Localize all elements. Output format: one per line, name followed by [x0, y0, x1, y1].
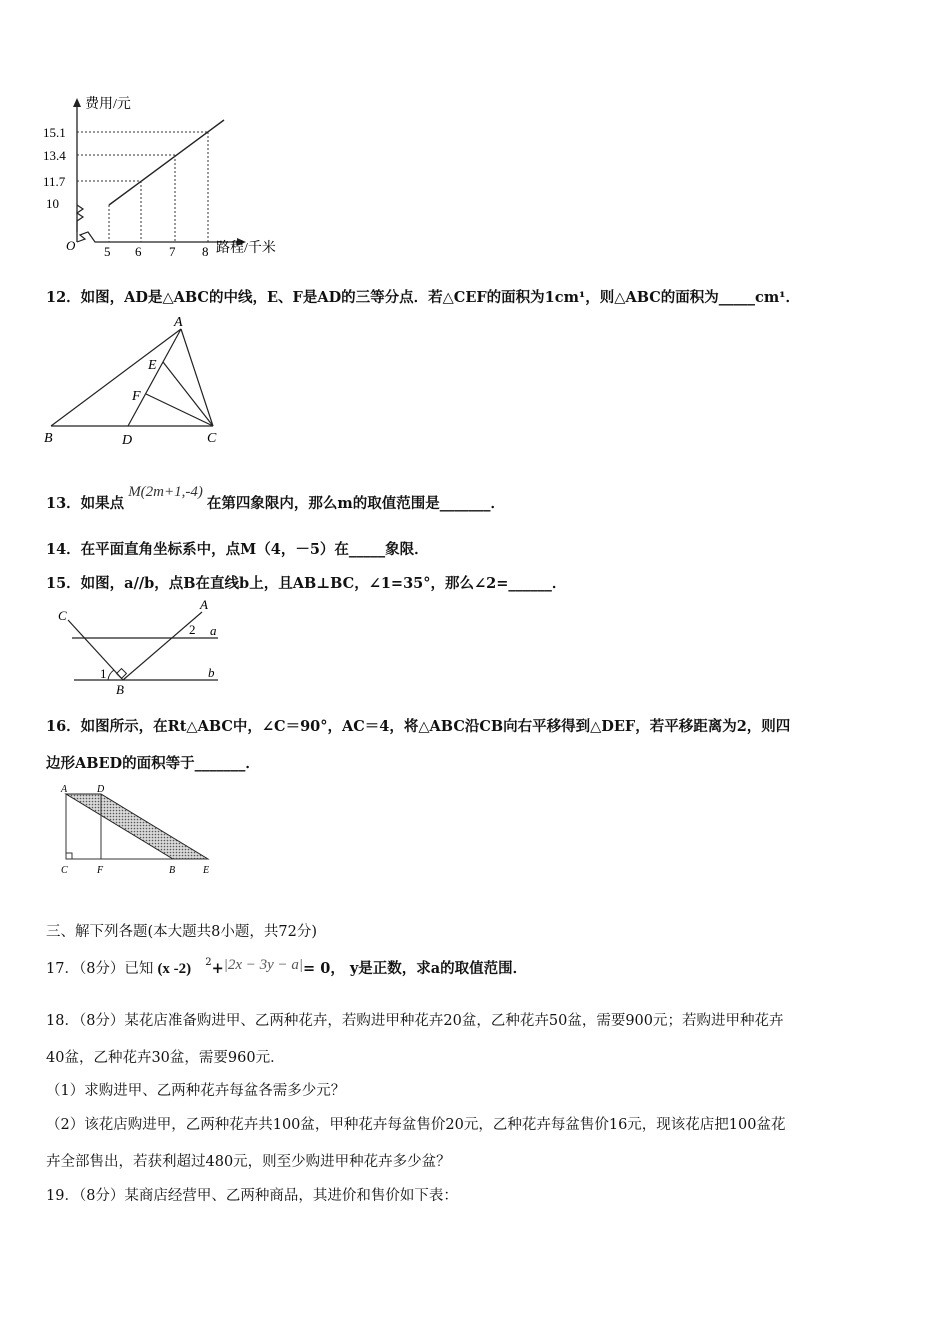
label-C: C [61, 865, 68, 876]
question-16-line2: 边形ABED的面积等于_______． [46, 755, 260, 772]
label-line-a: a [210, 623, 217, 638]
q17-prefix: 17．（8分）已知 [46, 961, 154, 977]
graph-y-tick: 10 [46, 196, 59, 211]
q17-plus: + [211, 960, 224, 977]
question-19: 19．（8分）某商店经营甲、乙两种商品，其进价和售价如下表： [46, 1188, 458, 1204]
label-angle-1: 1 [100, 666, 107, 681]
label-B: B [169, 865, 176, 876]
label-E: E [203, 865, 210, 876]
q17-exp: 2 [205, 957, 212, 968]
question-18-line2: 40盆，乙种花卉30盆，需要960元． [46, 1050, 285, 1066]
q13-prefix: 13．如果点 [46, 495, 125, 512]
question-15: 15．如图，a//b，点B在直线b上，且AB⊥BC，∠1=35°，那么∠2=______． [46, 575, 567, 592]
question-18-line1: 18．（8分）某花店准备购进甲、乙两种花卉，若购进甲种花卉20盆，乙种花卉50盆，需要900元；若购进甲种花卉 [46, 1013, 784, 1029]
label-A: A [200, 598, 208, 612]
label-A: A [61, 784, 68, 795]
label-C: C [58, 608, 67, 623]
label-C: C [207, 431, 217, 446]
label-D: D [122, 433, 133, 448]
label-F: F [132, 389, 141, 404]
triangle-figure-q12 [40, 312, 240, 452]
graph-y-tick: 13.4 [43, 148, 66, 163]
question-13 [46, 484, 505, 513]
cost-distance-graph [40, 92, 300, 262]
question-17 [46, 957, 527, 978]
question-18-line4: （2）该花店购进甲，乙两种花卉共100盆，甲种花卉每盆售价20元，乙种花卉每盆售价16元，现该花店把100盆花 [46, 1117, 786, 1133]
label-F: F [97, 865, 104, 876]
translation-figure-q16 [52, 782, 227, 880]
label-D: D [97, 784, 105, 795]
label-B: B [116, 682, 124, 697]
label-line-b: b [208, 665, 215, 680]
question-12: 12．如图，AD是△ABC的中线，E、F是AD的三等分点．若△CEF的面积为1cm¹，则△ABC的面积为_____cm¹． [46, 289, 801, 306]
graph-x-tick: 8 [202, 244, 209, 259]
graph-origin: O [66, 238, 76, 253]
q17-suffix: = 0， y是正数，求a的取值范围． [303, 960, 528, 977]
question-14: 14．在平面直角坐标系中，点M（4，－5）在_____象限． [46, 541, 429, 558]
graph-x-tick: 5 [104, 244, 111, 259]
graph-y-tick: 15.1 [43, 125, 66, 140]
label-A: A [174, 315, 183, 330]
label-B: B [44, 431, 53, 446]
label-angle-2: 2 [189, 622, 196, 637]
q17-abs: |2x − 3y − a| [223, 957, 304, 973]
question-16-line1: 16．如图所示，在Rt△ABC中，∠C＝90°，AC＝4，将△ABC沿CB向右平移得到△DEF，若平移距离为2，则四 [46, 718, 791, 735]
graph-x-tick: 6 [135, 244, 142, 259]
label-E: E [148, 358, 157, 373]
q13-suffix: 在第四象限内，那么m的取值范围是_______． [206, 495, 505, 512]
q17-part1: (x -2) [157, 961, 192, 977]
section-3-title: 三、解下列各题(本大题共8小题，共72分) [46, 924, 317, 940]
graph-y-tick: 11.7 [43, 174, 66, 189]
question-18-line5: 卉全部售出，若获利超过480元，则至少购进甲种花卉多少盆？ [46, 1154, 451, 1170]
parallel-lines-figure-q15 [50, 598, 230, 698]
graph-y-label: 费用/元 [85, 97, 131, 112]
q13-formula: M(2m+1,-4) [128, 484, 203, 500]
graph-x-label: 路程/千米 [216, 241, 276, 256]
graph-x-tick: 7 [169, 244, 176, 259]
question-18-line3: （1）求购进甲、乙两种花卉每盆各需多少元？ [46, 1083, 346, 1099]
